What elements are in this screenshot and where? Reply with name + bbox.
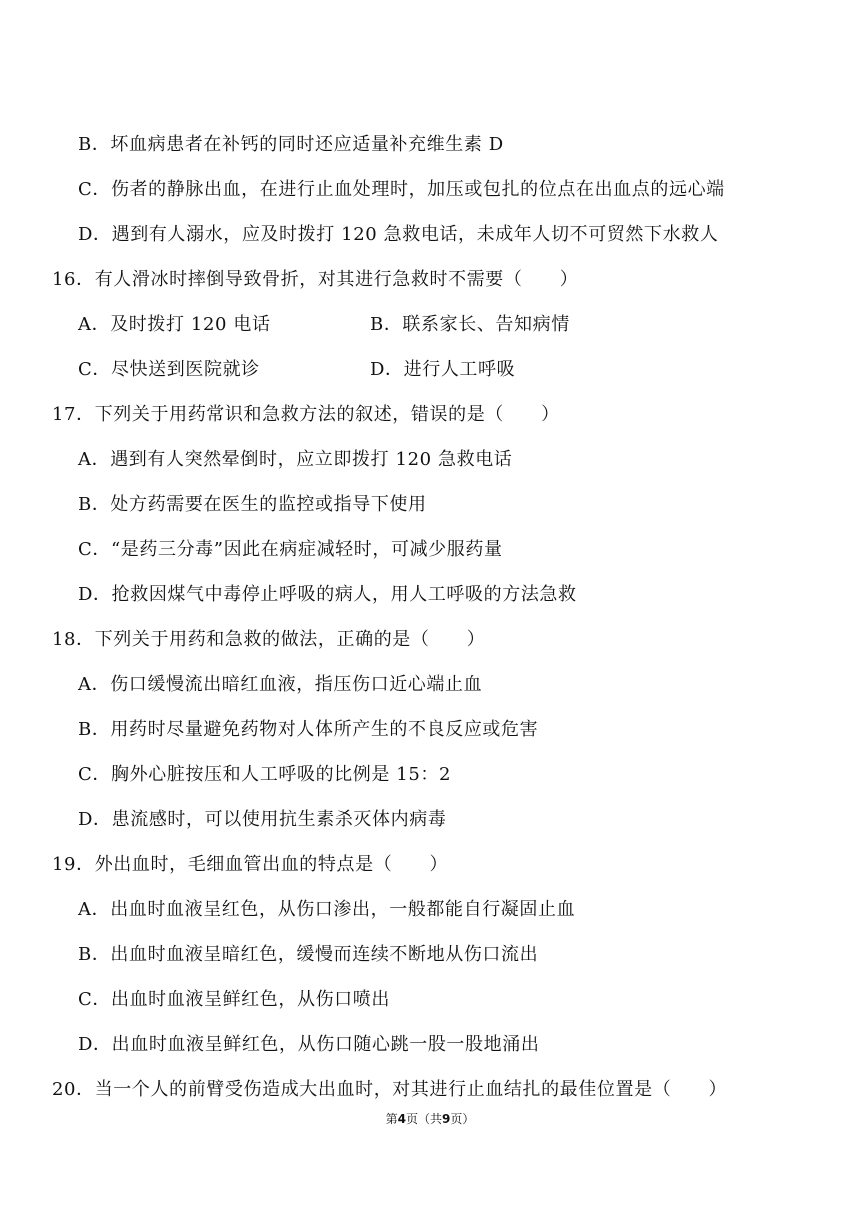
q18-option-c: C．胸外心脏按压和人工呼吸的比例是 15：2 — [78, 764, 452, 785]
q16-option-b: B．联系家长、告知病情 — [370, 314, 570, 335]
question-18: 18．下列关于用药和急救的做法，正确的是（ ） — [52, 629, 486, 650]
q17-option-a: A．遇到有人突然晕倒时，应立即拨打 120 急救电话 — [78, 449, 513, 470]
footer-suffix: 页） — [450, 1112, 475, 1126]
footer-middle: 页（共 — [405, 1112, 442, 1126]
q19-option-c: C．出血时血液呈鲜红色，从伤口喷出 — [78, 989, 390, 1010]
q18-option-d: D．患流感时，可以使用抗生素杀灭体内病毒 — [78, 809, 447, 830]
q17-option-b: B．处方药需要在医生的监控或指导下使用 — [78, 494, 427, 515]
question-19: 19．外出血时，毛细血管出血的特点是（ ） — [52, 854, 449, 875]
q17-option-d: D．抢救因煤气中毒停止呼吸的病人，用人工呼吸的方法急救 — [78, 584, 577, 605]
q16-option-d: D．进行人工呼吸 — [370, 359, 516, 380]
q19-option-d: D．出血时血液呈鲜红色，从伤口随心跳一股一股地涌出 — [78, 1034, 540, 1055]
q15-option-b: B．坏血病患者在补钙的同时还应适量补充维生素 D — [78, 134, 504, 155]
page-footer — [0, 1111, 860, 1127]
q16-option-c: C．尽快送到医院就诊 — [78, 359, 260, 380]
q19-option-a: A．出血时血液呈红色，从伤口渗出，一般都能自行凝固止血 — [78, 899, 576, 920]
q16-option-a: A．及时拨打 120 电话 — [78, 314, 271, 335]
question-20: 20．当一个人的前臂受伤造成大出血时，对其进行止血结扎的最佳位置是（ ） — [52, 1079, 728, 1100]
q18-option-a: A．伤口缓慢流出暗红血液，指压伤口近心端止血 — [78, 674, 483, 695]
question-16: 16．有人滑冰时摔倒导致骨折，对其进行急救时不需要（ ） — [52, 269, 579, 290]
footer-page-number: 4 — [397, 1112, 406, 1126]
footer-total-pages: 9 — [442, 1112, 451, 1126]
q17-option-c: C．“是药三分毒”因此在病症减轻时，可减少服药量 — [78, 539, 503, 560]
question-17: 17．下列关于用药常识和急救方法的叙述，错误的是（ ） — [52, 404, 560, 425]
footer-prefix: 第 — [385, 1112, 398, 1126]
q15-option-c: C．伤者的静脉出血，在进行止血处理时，加压或包扎的位点在出血点的远心端 — [78, 179, 725, 200]
q18-option-b: B．用药时尽量避免药物对人体所产生的不良反应或危害 — [78, 719, 539, 740]
q15-option-d: D．遇到有人溺水，应及时拨打 120 急救电话，未成年人切不可贸然下水救人 — [78, 224, 719, 245]
q19-option-b: B．出血时血液呈暗红色，缓慢而连续不断地从伤口流出 — [78, 944, 539, 965]
